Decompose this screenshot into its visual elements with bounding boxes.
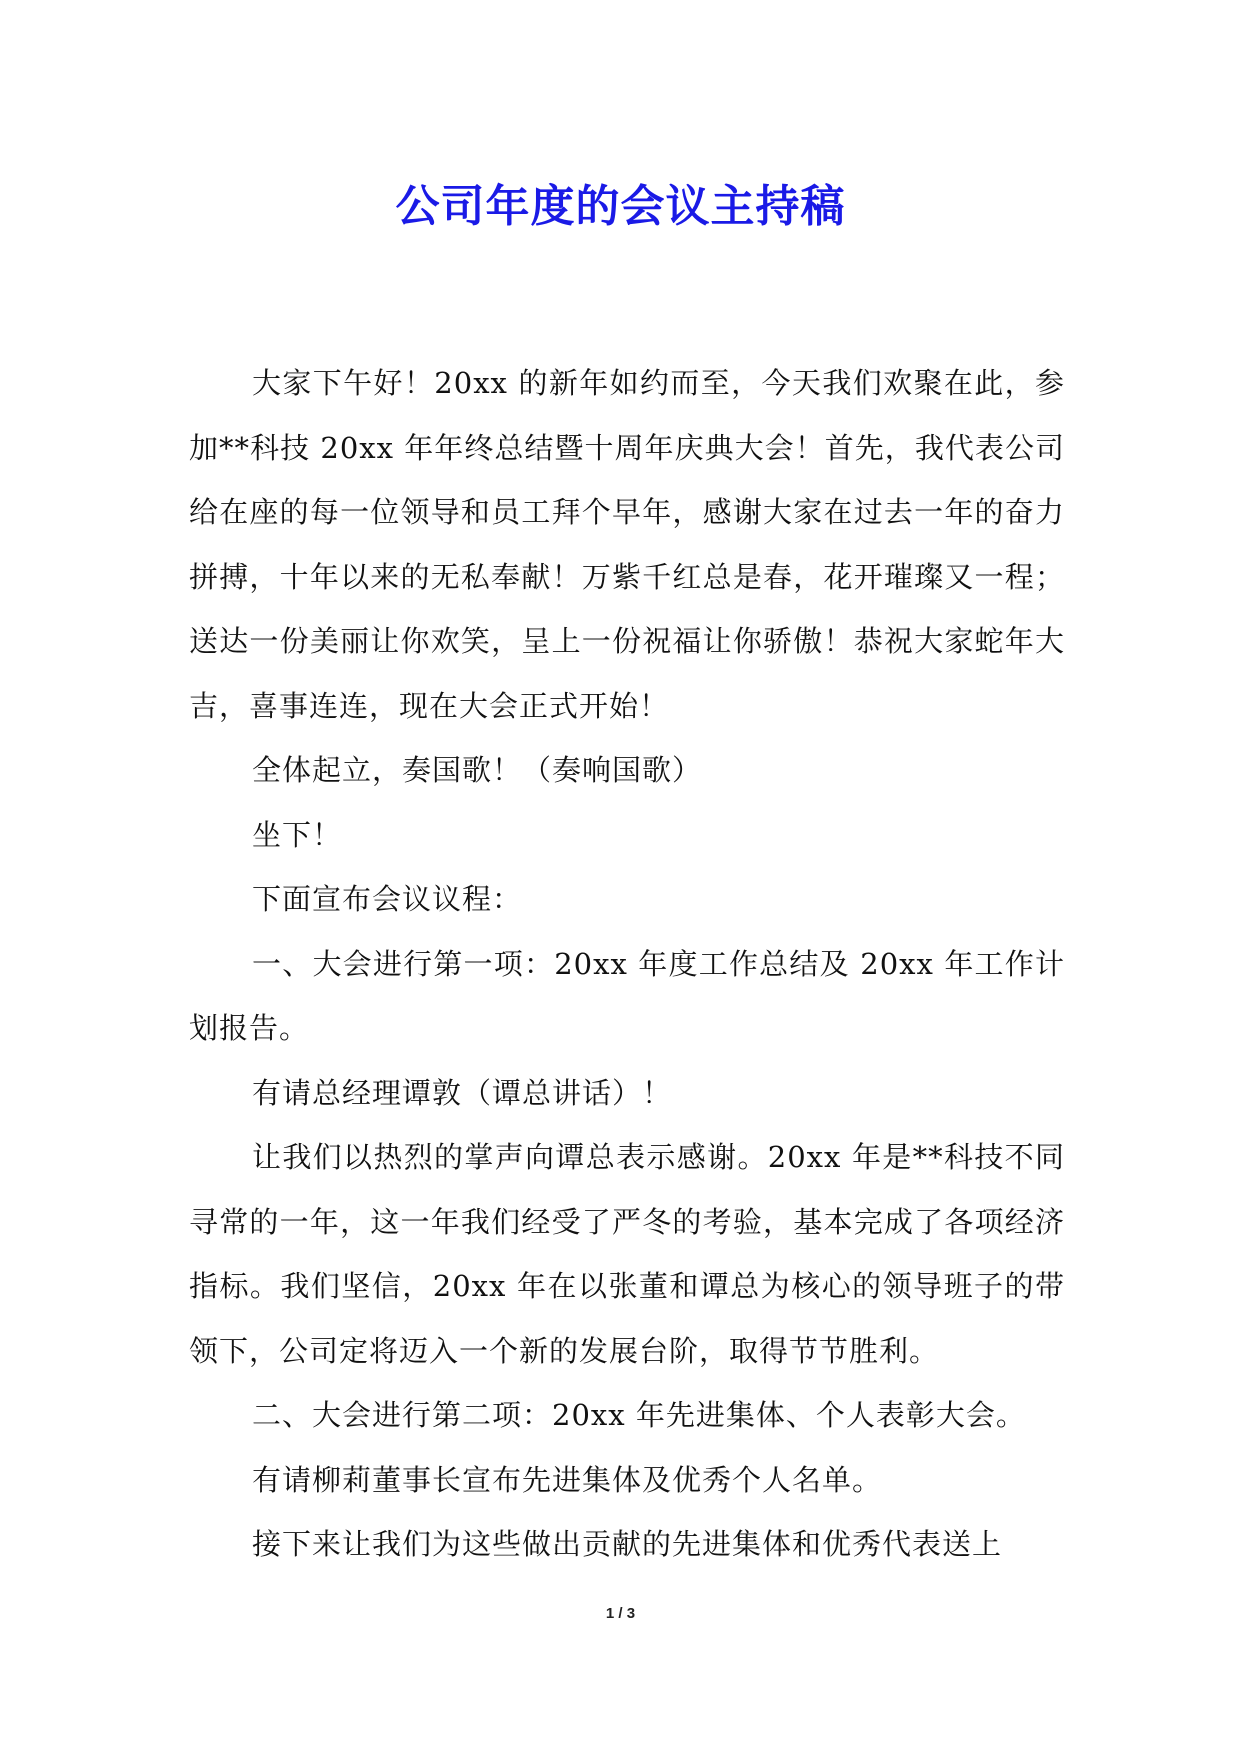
paragraph-sit-down: 坐下！: [252, 817, 343, 852]
paragraph-invite-gm: 有请总经理谭敦（谭总讲话）！: [252, 1075, 673, 1110]
paragraph-agenda-item-2: 二、大会进行第二项：20xx 年先进集体、个人表彰大会。: [252, 1398, 1026, 1432]
document-body: [189, 351, 1065, 1577]
paragraph-anthem: 全体起立，奏国歌！（奏响国歌）: [252, 753, 703, 787]
page-number: 1 / 3: [605, 1605, 636, 1622]
paragraph-awards: 接下来让我们为这些做出贡献的先进集体和优秀代表送上: [252, 1527, 1003, 1561]
paragraph-thanks: 让我们以热烈的掌声向谭总表示感谢。20xx 年是**科技不同寻常的一年，这一年我们经受了严冬的考验，基本完成了各项经济指标。我们坚信，20xx 年在以张董和谭总为核心的领导班子的带领下，公司定将迈入一个新的发展台阶，取得节节胜利。: [189, 1140, 1065, 1368]
document-title: 公司年度的会议主持稿: [395, 181, 846, 233]
paragraph-invite-chair: 有请柳莉董事长宣布先进集体及优秀个人名单。: [252, 1462, 883, 1497]
paragraph-agenda-item-1: 一、大会进行第一项：20xx 年度工作总结及 20xx 年工作计划报告。: [189, 946, 1065, 1045]
paragraph-opening: 大家下午好！20xx 的新年如约而至，今天我们欢聚在此，参加**科技 20xx 年年终总结暨十周年庆典大会！首先，我代表公司给在座的每一位领导和员工拜个早年，感谢大家在过去一年的奋力拼搏，十年以来的无私奉献！万紫千红总是春，花开璀璨又一程；送达一份美丽让你欢笑，呈上一份祝福让你骄傲！恭祝大家蛇年大吉，喜事连连，现在大会正式开始！: [189, 366, 1065, 723]
paragraph-agenda-intro: 下面宣布会议议程：: [252, 882, 523, 916]
